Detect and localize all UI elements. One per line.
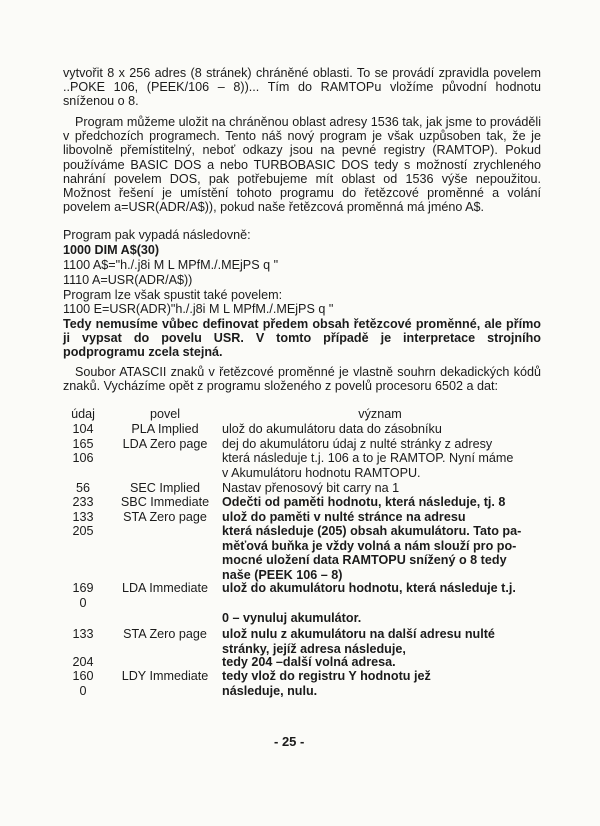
table-cell-command: SBC Immediate bbox=[120, 495, 210, 509]
table-cell-command: SEC Implied bbox=[130, 481, 200, 495]
table-cell-meaning: ulož do akumulátoru hodnotu, která následuje t.j. bbox=[222, 581, 516, 595]
table-cell-meaning: ulož do paměti v nulté stránce na adresu bbox=[222, 510, 466, 524]
table-cell-meaning: která následuje (205) obsah akumulátoru. Tato pa- bbox=[222, 524, 522, 538]
table-cell-command: LDY Immediate bbox=[121, 669, 209, 683]
table-cell-value: 0 bbox=[79, 596, 87, 610]
paragraph-program-storage: Program můžeme uložit na chráněnou oblast adresy 1536 tak, jak jsme to prováděli v předchozích programech. Tento náš nový program je však uzpůsoben tak, že je libovolně přemístitelný, neboť odkazy jsou na pevné registry (RAMTOP). Pokud používáme BASIC DOS a nebo TURBOBASIC DOS tedy s možností zrychleného nahrání povelem DOS, pak potřebujeme mít oblast od 1536 výše nepoužitou. Možnost řešení je umístění tohoto programu do řetězcové proměnné a volání povelem a=USR(ADR/A$)), pokud naše řetězcová proměnná má jméno A$. bbox=[63, 115, 541, 215]
table-cell-value: 165 bbox=[72, 437, 94, 451]
table-cell-meaning: naše (PEEK 106 – 8) bbox=[222, 568, 343, 582]
table-cell-command: STA Zero page bbox=[123, 627, 207, 641]
table-cell-meaning: ulož nulu z akumulátoru na další adresu nulté bbox=[222, 627, 495, 641]
column-header-meaning: význam bbox=[358, 407, 402, 421]
table-cell-value: 104 bbox=[72, 422, 94, 436]
code-alt-line: 1100 E=USR(ADR)"h./.j8i M L MPfM./.MEjPS q " bbox=[63, 302, 334, 316]
code-alt-intro: Program lze však spustit také povelem: bbox=[63, 288, 283, 302]
table-cell-value: 205 bbox=[72, 524, 94, 538]
table-cell-value: 204 bbox=[72, 655, 94, 669]
table-cell-value: 106 bbox=[72, 451, 94, 465]
table-cell-meaning: která následuje t.j. 106 a to je RAMTOP. Nyní máme bbox=[222, 451, 514, 465]
table-cell-value: 0 bbox=[79, 684, 87, 698]
table-cell-value: 233 bbox=[72, 495, 94, 509]
table-cell-meaning: měťová buňka je vždy volná a nám slouží pro po- bbox=[222, 539, 517, 553]
code-intro: Program pak vypadá následovně: bbox=[63, 228, 251, 242]
table-cell-meaning: 0 – vynuluj akumulátor. bbox=[222, 611, 362, 625]
table-cell-command: LDA Immediate bbox=[121, 581, 209, 595]
table-cell-meaning: ulož do akumulátoru data do zásobníku bbox=[222, 422, 442, 436]
table-cell-meaning: tedy vlož do registru Y hodnotu jež bbox=[222, 669, 431, 683]
column-header-value: údaj bbox=[71, 407, 95, 421]
table-cell-meaning: stránky, jejíž adresa následuje, bbox=[222, 642, 406, 656]
table-cell-value: 169 bbox=[72, 581, 94, 595]
paragraph-atascii: Soubor ATASCII znaků v řetězcové proměnné je vlastně souhrn dekadických kódů znaků. Vycházíme opět z programu složeného z povelů procesoru 6502 a dat: bbox=[63, 365, 541, 394]
column-header-command: povel bbox=[149, 407, 181, 421]
table-cell-value: 133 bbox=[72, 510, 94, 524]
table-cell-command: PLA Implied bbox=[131, 422, 199, 436]
table-cell-meaning: mocné uložení data RAMTOPU snížený o 8 tedy bbox=[222, 553, 507, 567]
table-cell-meaning: Odečti od paměti hodnotu, která následuje, tj. 8 bbox=[222, 495, 506, 509]
table-cell-meaning: Nastav přenosový bit carry na 1 bbox=[222, 481, 400, 495]
intro-paragraph: vytvořit 8 x 256 adres (8 stránek) chráněné oblasti. To se provádí zpravidla povelem ..POKE 106, (PEEK/106 – 8))... Tím do RAMTOPu vložíme původní hodnotu sníženou o 8. bbox=[63, 66, 541, 109]
table-cell-meaning: tedy 204 –další volná adresa. bbox=[222, 655, 396, 669]
table-cell-value: 133 bbox=[72, 627, 94, 641]
table-cell-command: LDA Zero page bbox=[122, 437, 208, 451]
table-cell-value: 160 bbox=[72, 669, 94, 683]
code-line-1100: 1100 A$="h./.j8i M L MPfM./.MEjPS q " bbox=[63, 258, 279, 272]
paragraph-usr-note: Tedy nemusíme vůbec definovat předem obsah řetězcové proměnné, ale přímo ji vypsat do povelu USR. V tomto případě je interpretace strojního podprogramu zcela stejná. bbox=[63, 317, 541, 360]
table-cell-value: 56 bbox=[75, 481, 90, 495]
table-cell-meaning: v Akumulátoru hodnotu RAMTOPU. bbox=[222, 466, 421, 480]
page-number: - 25 - bbox=[274, 734, 305, 749]
table-cell-meaning: dej do akumulátoru údaj z nulté stránky z adresy bbox=[222, 437, 493, 451]
table-cell-command: STA Zero page bbox=[123, 510, 207, 524]
code-line-1110: 1110 A=USR(ADR/A$)) bbox=[63, 273, 193, 287]
code-line-1000: 1000 DIM A$(30) bbox=[63, 243, 160, 257]
table-cell-meaning: následuje, nulu. bbox=[222, 684, 318, 698]
